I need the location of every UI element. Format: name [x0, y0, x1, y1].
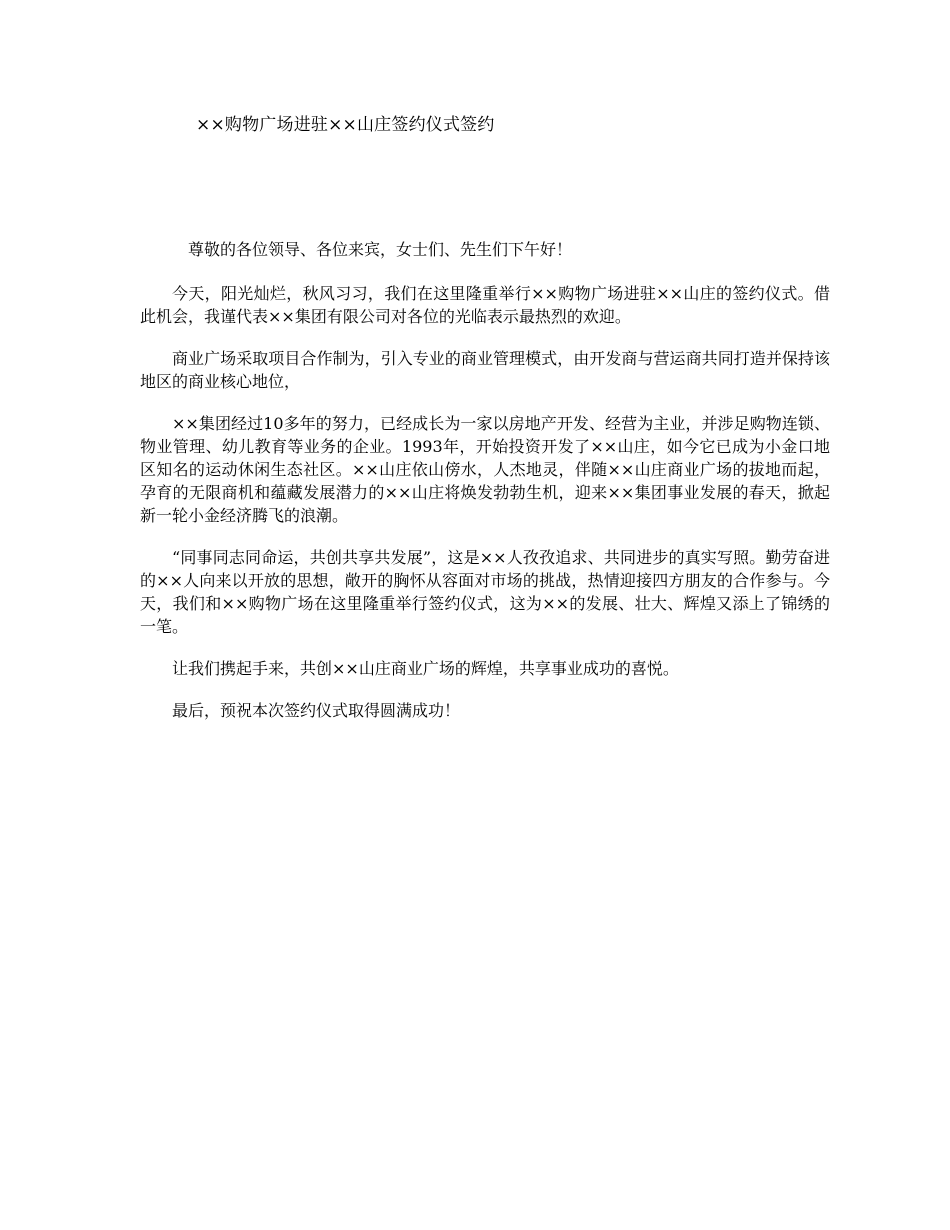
- paragraph-greeting: 尊敬的各位领导、各位来宾，女士们、先生们下午好！: [188, 240, 573, 259]
- document-title: ××购物广场进驻××山庄签约仪式签约: [196, 115, 495, 135]
- paragraph-group-history: ××集团经过10多年的努力，已经成长为一家以房地产开发、经营为主业，并涉足购物连锁、物业管理、幼儿教育等业务的企业。1993年，开始投资开发了××山庄，如今它已成为小金口地区知名的运动休闲生态社区。××山庄依山傍水，人杰地灵，伴随××山庄商业广场的拔地而起，孕育的无限商机和蕴藏发展潜力的××山庄将焕发勃勃生机，迎来××集团事业发展的春天，掀起新一轮小金经济腾飞的浪潮。: [140, 414, 830, 525]
- paragraph-motto: “同事同志同命运，共创共享共发展”，这是××人孜孜追求、共同进步的真实写照。勤劳奋进的××人向来以开放的思想，敞开的胸怀从容面对市场的挑战，热情迎接四方朋友的合作参与。今天，我们和××购物广场在这里隆重举行签约仪式，这为××的发展、壮大、辉煌又添上了锦绣的一笔。: [140, 548, 830, 636]
- paragraph-welcome: 今天，阳光灿烂，秋风习习，我们在这里隆重举行××购物广场进驻××山庄的签约仪式。借此机会，我谨代表××集团有限公司对各位的光临表示最热烈的欢迎。: [140, 284, 830, 326]
- paragraph-closing: 最后，预祝本次签约仪式取得圆满成功！: [172, 701, 461, 720]
- document-body: [140, 238, 830, 741]
- paragraph-call-to-action: 让我们携起手来，共创××山庄商业广场的辉煌，共享事业成功的喜悦。: [172, 659, 679, 678]
- paragraph-cooperation: 商业广场采取项目合作制为，引入专业的商业管理模式，由开发商与营运商共同打造并保持该地区的商业核心地位，: [140, 349, 830, 391]
